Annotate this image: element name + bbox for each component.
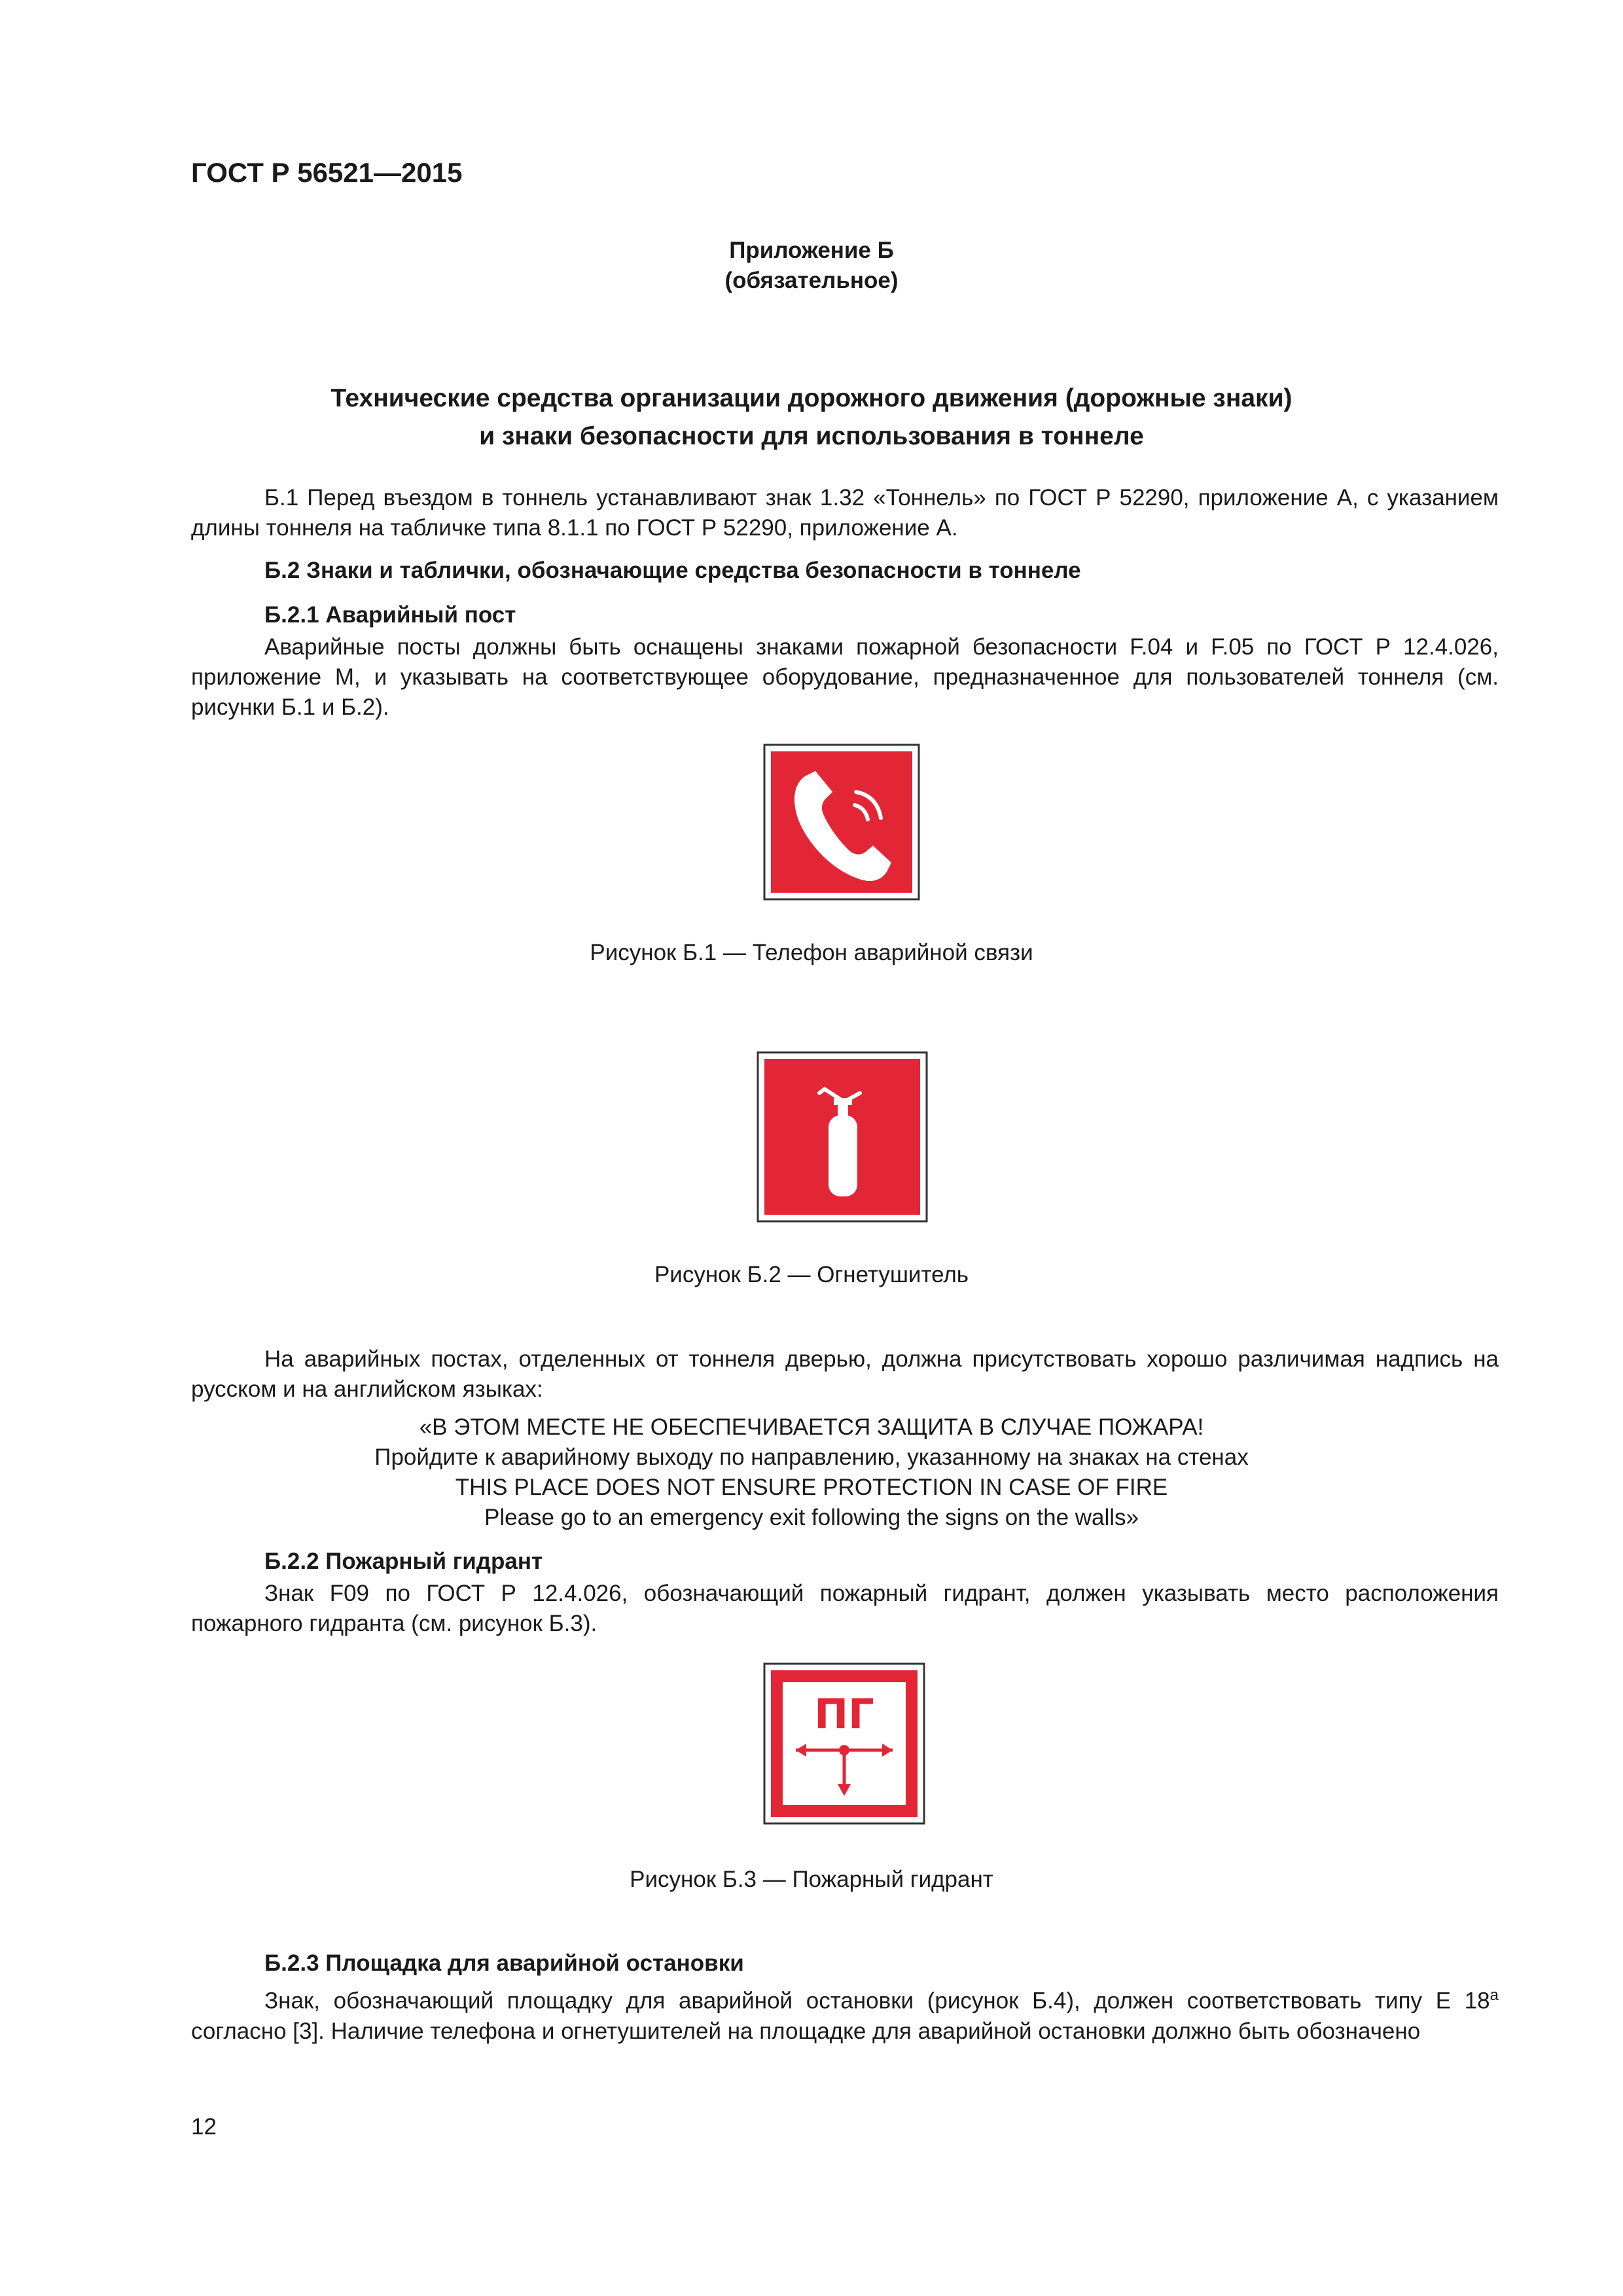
section-b21-heading: Б.2.1 Аварийный пост: [264, 602, 516, 628]
notice-line-en-1: THIS PLACE DOES NOT ENSURE PROTECTION IN CASE OF FIRE: [455, 1475, 1168, 1500]
fire-hydrant-icon: [763, 1662, 925, 1825]
emergency-phone-icon: [763, 744, 920, 901]
paragraph-b22: Знак F09 по ГОСТ Р 12.4.026, обозначающий пожарный гидрант, должен указывать место расположения пожарного гидранта (см. рисунок Б.3).: [191, 1581, 1499, 1636]
footnote-marker: a: [1489, 1986, 1499, 2004]
figure-b3-caption: Рисунок Б.3 — Пожарный гидрант: [630, 1867, 993, 1892]
section-b23-heading: Б.2.3 Площадка для аварийной остановки: [264, 1950, 744, 1976]
notice-line-ru-2: Пройдите к аварийному выходу по направлению, указанному на знаках на стенах: [374, 1444, 1249, 1470]
hydrant-sign-text: ПГ: [814, 1690, 874, 1738]
fire-extinguisher-icon: [757, 1051, 928, 1223]
paragraph-notice-intro: На аварийных постах, отделенных от тоннеля дверью, должна присутствовать хорошо различимая надпись на русском и на английском языках:: [191, 1346, 1499, 1402]
section-b2-heading: Б.2 Знаки и таблички, обозначающие средства безопасности в тоннеле: [264, 558, 1081, 583]
notice-line-en-2: Please go to an emergency exit following the signs on the walls»: [484, 1505, 1139, 1530]
figure-b1-caption: Рисунок Б.1 — Телефон аварийной связи: [590, 940, 1033, 965]
title-line-2: и знаки безопасности для использования в тоннеле: [479, 422, 1144, 450]
appendix-label: Приложение Б: [729, 238, 894, 263]
page-title: [0, 380, 1623, 456]
notice-line-ru-1: «В ЭТОМ МЕСТЕ НЕ ОБЕСПЕЧИВАЕТСЯ ЗАЩИТА В СЛУЧАЕ ПОЖАРА!: [419, 1414, 1204, 1440]
paragraph-b1: Б.1 Перед въездом в тоннель устанавливают знак 1.32 «Тоннель» по ГОСТ Р 52290, приложение А, с указанием длины тоннеля на табличке типа 8.1.1 по ГОСТ Р 52290, приложение А.: [191, 485, 1499, 541]
paragraph-b23-text-b: согласно [3]. Наличие телефона и огнетушителей на площадке для аварийной остановки должно быть обозначено: [191, 2018, 1421, 2044]
section-b22-heading: Б.2.2 Пожарный гидрант: [264, 1549, 543, 1574]
paragraph-b23-text-a: Знак, обозначающий площадку для аварийной остановки (рисунок Б.4), должен соответствовать типу E 18: [264, 1988, 1490, 2014]
figure-b2-caption: Рисунок Б.2 — Огнетушитель: [654, 1262, 969, 1287]
appendix-heading: [0, 236, 1623, 296]
paragraph-b23: [191, 1981, 1499, 2047]
paragraph-b21: Аварийные посты должны быть оснащены знаками пожарной безопасности F.04 и F.05 по ГОСТ Р 12.4.026, приложение М, и указывать на соответствующее оборудование, предназначенное для пользователей тоннеля (см. рисунки Б.1 и Б.2).: [191, 634, 1499, 720]
bilingual-notice: [0, 1412, 1623, 1533]
appendix-status: (обязательное): [724, 268, 899, 293]
document-code: ГОСТ Р 56521—2015: [191, 157, 463, 188]
title-line-1: Технические средства организации дорожного движения (дорожные знаки): [330, 384, 1293, 412]
page-number: 12: [191, 2114, 217, 2140]
